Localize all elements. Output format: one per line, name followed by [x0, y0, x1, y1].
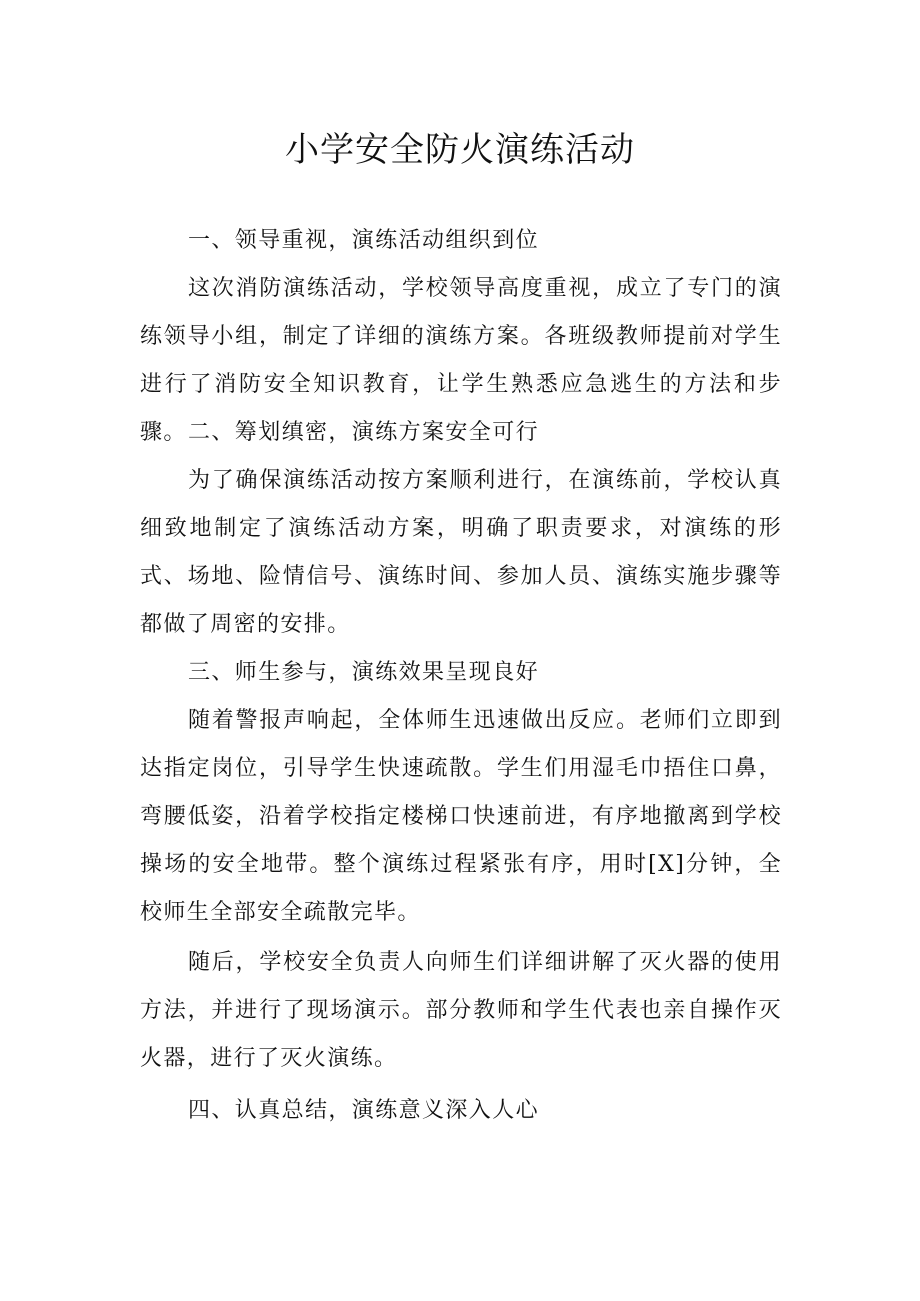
- section-heading-1: 一、领导重视，演练活动组织到位: [188, 228, 540, 253]
- section-heading-4: 四、认真总结，演练意义深入人心: [188, 1098, 540, 1123]
- section-paragraph-3b: 随后，学校安全负责人向师生们详细讲解了灭火器的使用方法，并进行了现场演示。部分教师和学生代表也亲自操作灭火器，进行了灭火演练。: [140, 950, 782, 1071]
- section-paragraph-2: 为了确保演练活动按方案顺利进行，在演练前，学校认真细致地制定了演练活动方案，明确了职责要求，对演练的形式、场地、险情信号、演练时间、参加人员、演练实施步骤等都做了周密的安排。: [140, 468, 782, 637]
- section-paragraph-3a: 随着警报声响起，全体师生迅速做出反应。老师们立即到达指定岗位，引导学生快速疏散。学生们用湿毛巾捂住口鼻，弯腰低姿，沿着学校指定楼梯口快速前进，有序地撤离到学校操场的安全地带。整个演练过程紧张有序，用时[X]分钟，全校师生全部安全疏散完毕。: [140, 708, 782, 925]
- section-paragraph-1: 这次消防演练活动，学校领导高度重视，成立了专门的演练领导小组，制定了详细的演练方案。各班级教师提前对学生进行了消防安全知识教育，让学生熟悉应急逃生的方法和步骤。: [140, 276, 782, 445]
- section-heading-3: 三、师生参与，演练效果呈现良好: [188, 660, 540, 685]
- section-heading-2: 二、筹划缜密，演练方案安全可行: [188, 420, 540, 445]
- document-title: 小学安全防火演练活动: [285, 130, 635, 170]
